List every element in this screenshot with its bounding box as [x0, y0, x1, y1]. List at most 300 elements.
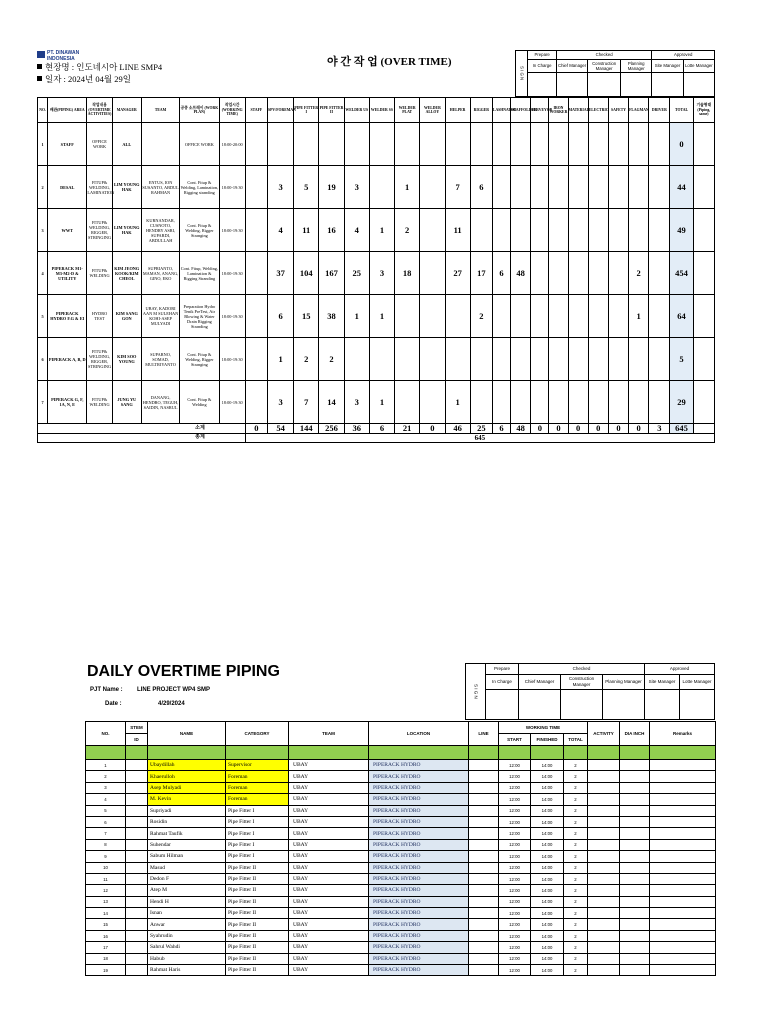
lotte-manager-label: Lotte Manager	[680, 675, 715, 690]
sign-cell	[486, 690, 519, 720]
date-line	[37, 74, 131, 85]
overtime-col-header: PIPE FITTER II	[319, 98, 344, 123]
overtime-col-header: RIGGER	[470, 98, 492, 123]
row-name: Khaerulloh	[148, 771, 226, 782]
row-location: PIPERACK HYDRO	[369, 839, 469, 850]
row-headcount	[531, 123, 549, 166]
col-finished: FINISHED	[531, 734, 564, 746]
row-team: UBAY	[289, 828, 369, 839]
overtime-col-header: SAFETY	[608, 98, 628, 123]
row-headcount	[531, 295, 549, 338]
bullet-square-icon	[37, 76, 42, 81]
row-name: Rahmat Haris	[148, 965, 226, 976]
overtime-row	[38, 209, 715, 252]
row-location: PIPERACK HYDRO	[369, 930, 469, 941]
row-dia-inch	[620, 942, 650, 953]
row-start: 12:00	[499, 839, 531, 850]
row-team: UBAY	[289, 919, 369, 930]
row-headcount: 2	[294, 338, 319, 381]
row-dia-inch	[620, 919, 650, 930]
row-headcount	[608, 295, 628, 338]
overtime-row	[38, 295, 715, 338]
row-total-hours: 2	[564, 965, 588, 976]
row-manager: JUNG YU SANG	[112, 381, 141, 424]
daily-row	[86, 896, 716, 907]
row-id	[126, 896, 148, 907]
row-line	[469, 794, 499, 805]
row-headcount	[629, 381, 649, 424]
row-headcount	[608, 209, 628, 252]
row-no: 16	[86, 930, 126, 941]
sign-cell	[680, 690, 715, 720]
row-name: Sabum Hilman	[148, 851, 226, 862]
row-headcount	[549, 123, 568, 166]
row-dia-inch	[620, 760, 650, 771]
sum-remark	[693, 424, 714, 434]
row-start: 12:00	[499, 851, 531, 862]
row-remark	[693, 166, 714, 209]
row-headcount	[420, 381, 445, 424]
row-headcount: 104	[294, 252, 319, 295]
row-line	[469, 805, 499, 816]
daily-row	[86, 805, 716, 816]
row-line	[469, 839, 499, 850]
row-start: 12:00	[499, 896, 531, 907]
row-headcount: 3	[344, 381, 369, 424]
site-manager-label: Site Manager	[652, 60, 683, 73]
row-headcount	[267, 123, 293, 166]
row-no: 10	[86, 862, 126, 873]
row-remarks	[650, 862, 716, 873]
row-area: PIPERACK M1-M3-M2-D & UTILITY	[48, 252, 87, 295]
overtime-table	[37, 97, 715, 443]
construction-manager-label: Construction Manager	[561, 675, 603, 690]
row-no: 3	[38, 209, 48, 252]
row-dia-inch	[620, 896, 650, 907]
row-total-hours: 2	[564, 919, 588, 930]
date-text: 일자 : 2024년 04월 29일	[45, 74, 131, 84]
row-start: 12:00	[499, 965, 531, 976]
row-work-plan: Cont. Fitup & Welding, Lamination, Rigging stranding	[180, 166, 219, 209]
overtime-col-header: TEAM	[141, 98, 179, 123]
row-headcount: 1	[629, 295, 649, 338]
row-dia-inch	[620, 930, 650, 941]
row-no: 17	[86, 942, 126, 953]
overtime-col-header: PIPE FITTER I	[294, 98, 319, 123]
row-total-hours: 2	[564, 760, 588, 771]
overtime-col-header: IRON WORKER	[549, 98, 568, 123]
row-start: 12:00	[499, 828, 531, 839]
row-headcount	[445, 123, 470, 166]
row-activity	[588, 839, 620, 850]
col-stem: STEM	[126, 722, 148, 734]
row-headcount	[588, 338, 608, 381]
row-finished: 14:00	[531, 771, 564, 782]
daily-row	[86, 794, 716, 805]
row-headcount	[369, 338, 394, 381]
row-headcount	[549, 209, 568, 252]
row-headcount: 48	[511, 252, 531, 295]
row-no: 18	[86, 953, 126, 964]
row-line	[469, 942, 499, 953]
row-manager: LIM YOUNG HAK	[112, 209, 141, 252]
row-total-hours: 2	[564, 805, 588, 816]
daily-row	[86, 816, 716, 827]
row-headcount: 37	[267, 252, 293, 295]
row-finished: 14:00	[531, 942, 564, 953]
row-headcount	[588, 381, 608, 424]
row-headcount	[245, 252, 267, 295]
row-dia-inch	[620, 953, 650, 964]
row-headcount: 3	[267, 381, 293, 424]
row-location: PIPERACK HYDRO	[369, 885, 469, 896]
row-team: UBAY	[289, 794, 369, 805]
row-headcount: 25	[344, 252, 369, 295]
row-activities: FITUP& WELDING, LAMINATION	[87, 166, 112, 209]
row-no: 1	[86, 760, 126, 771]
col-start: START	[499, 734, 531, 746]
row-location: PIPERACK HYDRO	[369, 760, 469, 771]
row-start: 12:00	[499, 862, 531, 873]
overtime-col-header: MANAGER	[112, 98, 141, 123]
row-headcount: 3	[344, 166, 369, 209]
row-headcount	[649, 209, 670, 252]
row-line	[469, 919, 499, 930]
row-headcount	[245, 209, 267, 252]
row-headcount	[470, 209, 492, 252]
row-activities: FITUP& WELDING, RIGGER, STRINGING	[87, 338, 112, 381]
row-total-hours: 2	[564, 851, 588, 862]
daily-row	[86, 782, 716, 793]
logo-mark-icon	[37, 51, 45, 58]
row-headcount	[649, 381, 670, 424]
overtime-col-header: WELDER SS	[369, 98, 394, 123]
row-headcount	[511, 123, 531, 166]
row-dia-inch	[620, 862, 650, 873]
overtime-col-header: ELECTRIC	[588, 98, 608, 123]
overtime-col-header: LASHNATOR	[492, 98, 510, 123]
row-headcount	[245, 123, 267, 166]
sum-value: 0	[420, 424, 445, 434]
overtime-col-header: MATERIAL	[568, 98, 588, 123]
daily-row	[86, 839, 716, 850]
row-total-hours: 2	[564, 771, 588, 782]
row-category: Pipe Fitter II	[226, 873, 289, 884]
daily-row	[86, 851, 716, 862]
row-working-time: 18:00-19:30	[219, 338, 245, 381]
row-remarks	[650, 953, 716, 964]
row-start: 12:00	[499, 771, 531, 782]
row-line	[469, 771, 499, 782]
row-headcount	[568, 381, 588, 424]
row-dia-inch	[620, 839, 650, 850]
row-team: UBAY	[289, 839, 369, 850]
row-name: Atep M	[148, 885, 226, 896]
sum-value: 256	[319, 424, 344, 434]
row-team	[141, 123, 179, 166]
row-finished: 14:00	[531, 919, 564, 930]
overtime-row	[38, 252, 715, 295]
row-area: PIPERACK HYDRO F.G & EI	[48, 295, 87, 338]
overtime-col-header: WELDER US	[344, 98, 369, 123]
row-activity	[588, 851, 620, 862]
row-activity	[588, 862, 620, 873]
overtime-row	[38, 381, 715, 424]
row-headcount	[649, 166, 670, 209]
row-dia-inch	[620, 782, 650, 793]
row-headcount: 2	[319, 338, 344, 381]
row-start: 12:00	[499, 930, 531, 941]
sum-value: 46	[445, 424, 470, 434]
row-headcount: 19	[319, 166, 344, 209]
row-headcount	[245, 295, 267, 338]
row-work-plan: OFFICE WORK	[180, 123, 219, 166]
row-no: 19	[86, 965, 126, 976]
row-line	[469, 782, 499, 793]
row-finished: 14:00	[531, 760, 564, 771]
row-dia-inch	[620, 794, 650, 805]
row-work-plan: Preparation Hydro Tenik PreTest, Air Blowing & Water Drain Rigging Stranding	[180, 295, 219, 338]
row-remarks	[650, 908, 716, 919]
row-headcount: 4	[267, 209, 293, 252]
row-headcount	[549, 295, 568, 338]
row-headcount	[420, 338, 445, 381]
col-id: ID	[126, 734, 148, 746]
row-team: UBAY	[289, 953, 369, 964]
overtime-col-header: SURVEYOR	[531, 98, 549, 123]
col-no: NO.	[86, 722, 126, 746]
row-headcount: 1	[369, 209, 394, 252]
row-team: SUPARNO, SOMAD, MULTRIYANTO	[141, 338, 179, 381]
row-line	[469, 965, 499, 976]
row-remark	[693, 123, 714, 166]
row-headcount	[395, 123, 420, 166]
row-area: PIPERACK A, B, D	[48, 338, 87, 381]
row-working-time: 18:00-19:30	[219, 166, 245, 209]
overtime-col-header: 배관(PIPING) AREA	[48, 98, 87, 123]
sum-value: 0	[245, 424, 267, 434]
row-headcount	[568, 295, 588, 338]
row-total: 5	[670, 338, 693, 381]
row-total-hours: 2	[564, 873, 588, 884]
overtime-row	[38, 166, 715, 209]
row-headcount	[445, 338, 470, 381]
row-headcount: 1	[267, 338, 293, 381]
row-finished: 14:00	[531, 828, 564, 839]
row-remarks	[650, 839, 716, 850]
row-remarks	[650, 885, 716, 896]
row-location: PIPERACK HYDRO	[369, 908, 469, 919]
overtime-col-header: NO.	[38, 98, 48, 123]
row-activity	[588, 828, 620, 839]
row-no: 5	[86, 805, 126, 816]
row-total-hours: 2	[564, 942, 588, 953]
row-finished: 14:00	[531, 805, 564, 816]
row-headcount: 2	[629, 252, 649, 295]
row-dia-inch	[620, 828, 650, 839]
sum-value: 0	[629, 424, 649, 434]
row-finished: 14:00	[531, 953, 564, 964]
row-team: UBAY	[289, 816, 369, 827]
sum-value: 21	[395, 424, 420, 434]
row-headcount: 1	[344, 295, 369, 338]
row-id	[126, 760, 148, 771]
row-id	[126, 953, 148, 964]
row-location: PIPERACK HYDRO	[369, 771, 469, 782]
row-headcount: 1	[369, 381, 394, 424]
row-name: Supriyadi	[148, 805, 226, 816]
row-location: PIPERACK HYDRO	[369, 965, 469, 976]
row-remarks	[650, 816, 716, 827]
row-name: Dedon F	[148, 873, 226, 884]
row-team: UBAY	[289, 771, 369, 782]
row-activities: FITUP& WELDING, RIGGER, STRINGING	[87, 209, 112, 252]
row-name: Isnan	[148, 908, 226, 919]
row-start: 12:00	[499, 942, 531, 953]
row-category: Supervisor	[226, 760, 289, 771]
row-headcount: 3	[267, 166, 293, 209]
row-headcount	[568, 166, 588, 209]
row-manager: KIM JEONG KOOK/KIM CHEOL	[112, 252, 141, 295]
row-total: 29	[670, 381, 693, 424]
col-remarks: Remarks	[650, 722, 716, 746]
row-headcount: 2	[395, 209, 420, 252]
row-location: PIPERACK HYDRO	[369, 794, 469, 805]
row-headcount	[420, 252, 445, 295]
col-working-time: WORKING TIME	[499, 722, 588, 734]
row-location: PIPERACK HYDRO	[369, 919, 469, 930]
daily-row	[86, 930, 716, 941]
chief-manager-label: Chief Manager	[556, 60, 587, 73]
row-headcount: 7	[445, 166, 470, 209]
row-headcount	[531, 338, 549, 381]
sum-value: 0	[531, 424, 549, 434]
row-activity	[588, 805, 620, 816]
sum-value: 0	[608, 424, 628, 434]
sign-cell	[645, 690, 680, 720]
row-no: 6	[38, 338, 48, 381]
row-dia-inch	[620, 771, 650, 782]
row-work-plan: Cont. Fitup & Welding, Rigger Stranging	[180, 338, 219, 381]
row-no: 9	[86, 851, 126, 862]
row-start: 12:00	[499, 760, 531, 771]
row-finished: 14:00	[531, 930, 564, 941]
row-remarks	[650, 930, 716, 941]
row-activity	[588, 794, 620, 805]
sum-value: 0	[549, 424, 568, 434]
construction-manager-label: Construction Manager	[588, 60, 621, 73]
row-remark	[693, 381, 714, 424]
col-line: LINE	[469, 722, 499, 746]
row-name: Ubaydillah	[148, 760, 226, 771]
row-id	[126, 782, 148, 793]
row-remarks	[650, 828, 716, 839]
daily-row	[86, 919, 716, 930]
row-headcount: 5	[294, 166, 319, 209]
row-dia-inch	[620, 908, 650, 919]
row-manager: ALL	[112, 123, 141, 166]
row-headcount	[511, 338, 531, 381]
row-remark	[693, 338, 714, 381]
row-finished: 14:00	[531, 885, 564, 896]
row-headcount	[629, 166, 649, 209]
checked-label: Checked	[556, 51, 651, 60]
row-team: UBAY	[289, 908, 369, 919]
row-total: 44	[670, 166, 693, 209]
row-working-time: 18:00-19:30	[219, 209, 245, 252]
row-remarks	[650, 896, 716, 907]
chief-manager-label: Chief Manager	[519, 675, 561, 690]
row-finished: 14:00	[531, 839, 564, 850]
row-headcount	[649, 338, 670, 381]
row-category: Pipe Fitter II	[226, 862, 289, 873]
row-headcount: 1	[445, 381, 470, 424]
lotte-manager-label: Lotte Manager	[683, 60, 714, 73]
row-total: 49	[670, 209, 693, 252]
daily-row	[86, 873, 716, 884]
row-headcount	[294, 123, 319, 166]
row-total: 454	[670, 252, 693, 295]
overtime-sum-row	[38, 424, 715, 434]
row-headcount	[511, 381, 531, 424]
row-id	[126, 839, 148, 850]
row-location: PIPERACK HYDRO	[369, 953, 469, 964]
row-name: Sahrul Wahdi	[148, 942, 226, 953]
row-location: PIPERACK HYDRO	[369, 896, 469, 907]
sum-value: 25	[470, 424, 492, 434]
row-activities: OFFICE WORK	[87, 123, 112, 166]
row-activities: FITUP& WELDING	[87, 252, 112, 295]
section-band-row	[86, 746, 716, 760]
row-headcount	[608, 338, 628, 381]
daily-row	[86, 965, 716, 976]
row-team: UBAY	[289, 760, 369, 771]
row-name: Hendi H	[148, 896, 226, 907]
row-headcount	[245, 338, 267, 381]
row-no: 14	[86, 908, 126, 919]
row-team: KURNANDAR, CUSNOTO, HENDRY ASRI, SUPARDI, ABDULLAH	[141, 209, 179, 252]
row-finished: 14:00	[531, 908, 564, 919]
row-no: 2	[86, 771, 126, 782]
site-manager-label: Site Manager	[645, 675, 680, 690]
row-category: Pipe Fitter II	[226, 930, 289, 941]
row-headcount	[395, 295, 420, 338]
row-team: UBAY	[289, 885, 369, 896]
overtime-title: 야 간 작 업 (OVER TIME)	[327, 56, 452, 68]
row-category: Foreman	[226, 794, 289, 805]
row-id	[126, 873, 148, 884]
row-start: 12:00	[499, 908, 531, 919]
row-activity	[588, 908, 620, 919]
row-finished: 14:00	[531, 794, 564, 805]
row-headcount: 17	[470, 252, 492, 295]
row-headcount	[369, 166, 394, 209]
row-location: PIPERACK HYDRO	[369, 873, 469, 884]
daily-title: DAILY OVERTIME PIPING	[87, 663, 280, 680]
row-line	[469, 828, 499, 839]
daily-approval-sign-box	[465, 663, 715, 720]
row-line	[469, 760, 499, 771]
row-remark	[693, 209, 714, 252]
row-no: 15	[86, 919, 126, 930]
row-headcount: 2	[470, 295, 492, 338]
row-team: UBAY	[289, 896, 369, 907]
in-charge-label: In Charge	[528, 60, 557, 73]
row-line	[469, 873, 499, 884]
row-line	[469, 896, 499, 907]
row-headcount	[549, 166, 568, 209]
row-headcount	[344, 338, 369, 381]
